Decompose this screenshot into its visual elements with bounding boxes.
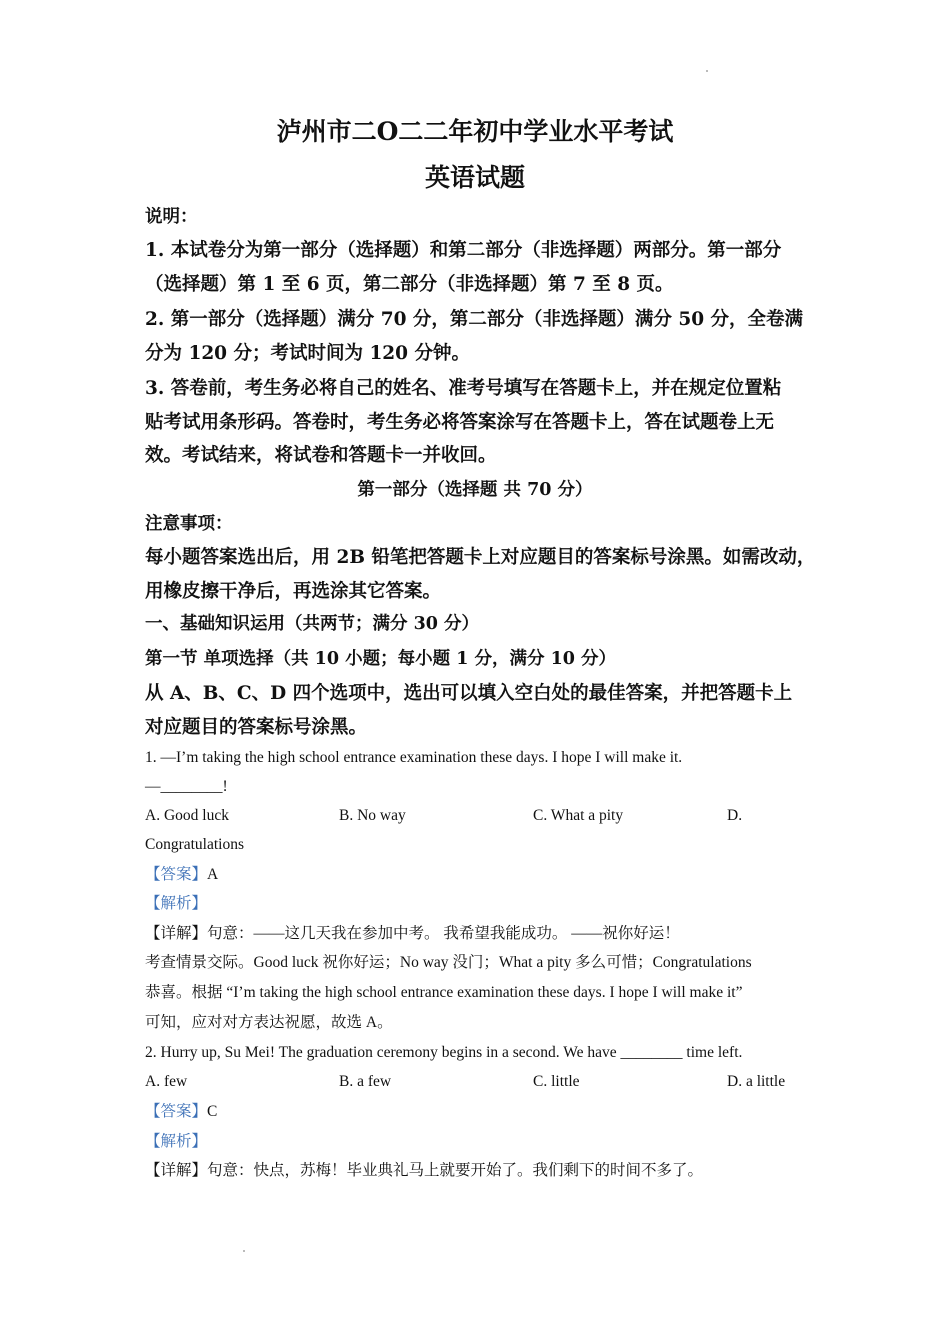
q2-analysis-label: 【解析】 bbox=[145, 1133, 208, 1150]
notes-line2: 用橡皮擦干净后，再选涂其它答案。 bbox=[145, 581, 442, 602]
part1-heading: 第一部分（选择题 共 70 分） bbox=[357, 480, 593, 500]
answer-label: 【答案】 bbox=[145, 866, 208, 883]
q2-option-d: D. a little bbox=[727, 1073, 786, 1090]
instruction-3-line2: 贴考试用条形码。答卷时，考生务必将答案涂写在答题卡上，答在试题卷上无 bbox=[145, 412, 775, 433]
answer-value: C bbox=[207, 1103, 218, 1120]
q2-option-b: B. a few bbox=[339, 1073, 392, 1090]
q2-answer bbox=[145, 1101, 217, 1123]
q1-detail-line1: 【详解】句意：——这几天我在参加中考。 我希望我能成功。 ——祝你好运！ bbox=[145, 925, 680, 942]
instruction-2-line1: 2. 第一部分（选择题）满分 70 分，第二部分（非选择题）满分 50 分，全卷满 bbox=[145, 309, 804, 330]
q1-detail-line4: 可知，应对对方表达祝愿，故选 A。 bbox=[145, 1014, 393, 1031]
answer-label: 【答案】 bbox=[145, 1103, 208, 1120]
subsection-heading: 第一节 单项选择（共 10 小题；每小题 1 分，满分 10 分） bbox=[145, 649, 617, 669]
section-heading: 一、基础知识运用（共两节；满分 30 分） bbox=[145, 614, 480, 634]
q2-stem-line1: 2. Hurry up, Su Mei! The graduation ceremony begins in a second. We have ________ time left. bbox=[145, 1044, 743, 1061]
q1-detail-line3: 恭喜。根据 “I’m taking the high school entrance examination these days. I hope I will make it” bbox=[145, 984, 743, 1001]
instruction-1-line2: （选择题）第 1 至 6 页，第二部分（非选择题）第 7 至 8 页。 bbox=[145, 274, 674, 295]
q1-analysis-label: 【解析】 bbox=[145, 895, 208, 912]
q1-option-b: B. No way bbox=[339, 807, 406, 824]
instruction-3-line3: 效。考试结来，将试卷和答题卡一并收回。 bbox=[145, 445, 497, 466]
q1-option-d-text: Congratulations bbox=[145, 836, 245, 853]
answer-value: A bbox=[207, 866, 219, 883]
scan-speck bbox=[243, 1250, 245, 1252]
q2-option-c: C. little bbox=[533, 1073, 580, 1090]
instructions-heading: 说明： bbox=[145, 207, 198, 227]
directions-line2: 对应题目的答案标号涂黑。 bbox=[145, 717, 368, 738]
q1-option-a: A. Good luck bbox=[145, 807, 229, 824]
instruction-2-line2: 分为 120 分；考试时间为 120 分钟。 bbox=[145, 343, 470, 364]
notes-heading: 注意事项： bbox=[145, 514, 233, 534]
directions-line1: 从 A、B、C、D 四个选项中，选出可以填入空白处的最佳答案，并把答题卡上 bbox=[145, 683, 793, 704]
exam-title: 泸州市二O二二年初中学业水平考试 bbox=[276, 117, 674, 146]
subject-title: 英语试题 bbox=[424, 163, 525, 192]
scan-speck bbox=[706, 70, 708, 72]
q2-detail-line1: 【详解】句意：快点，苏梅！毕业典礼马上就要开始了。我们剩下的时间不多了。 bbox=[145, 1162, 704, 1179]
instruction-1-line1: 1. 本试卷分为第一部分（选择题）和第二部分（非选择题）两部分。第一部分 bbox=[145, 240, 782, 261]
q1-detail-line2: 考查情景交际。Good luck 祝你好运；No way 没门；What a pity 多么可惜；Congratulations bbox=[145, 954, 752, 971]
notes-line1: 每小题答案选出后，用 2B 铅笔把答题卡上对应题目的答案标号涂黑。如需改动， bbox=[145, 547, 816, 568]
instruction-3-line1: 3. 答卷前，考生务必将自己的姓名、准考号填写在答题卡上，并在规定位置粘 bbox=[145, 378, 782, 399]
q1-stem-line2: —________! bbox=[145, 778, 228, 795]
q2-option-a: A. few bbox=[145, 1073, 188, 1090]
q1-stem-line1: 1. —I’m taking the high school entrance examination these days. I hope I will make it. bbox=[145, 749, 683, 766]
q1-answer bbox=[145, 864, 218, 886]
q1-option-d: D. bbox=[727, 807, 743, 824]
q1-option-c: C. What a pity bbox=[533, 807, 624, 824]
